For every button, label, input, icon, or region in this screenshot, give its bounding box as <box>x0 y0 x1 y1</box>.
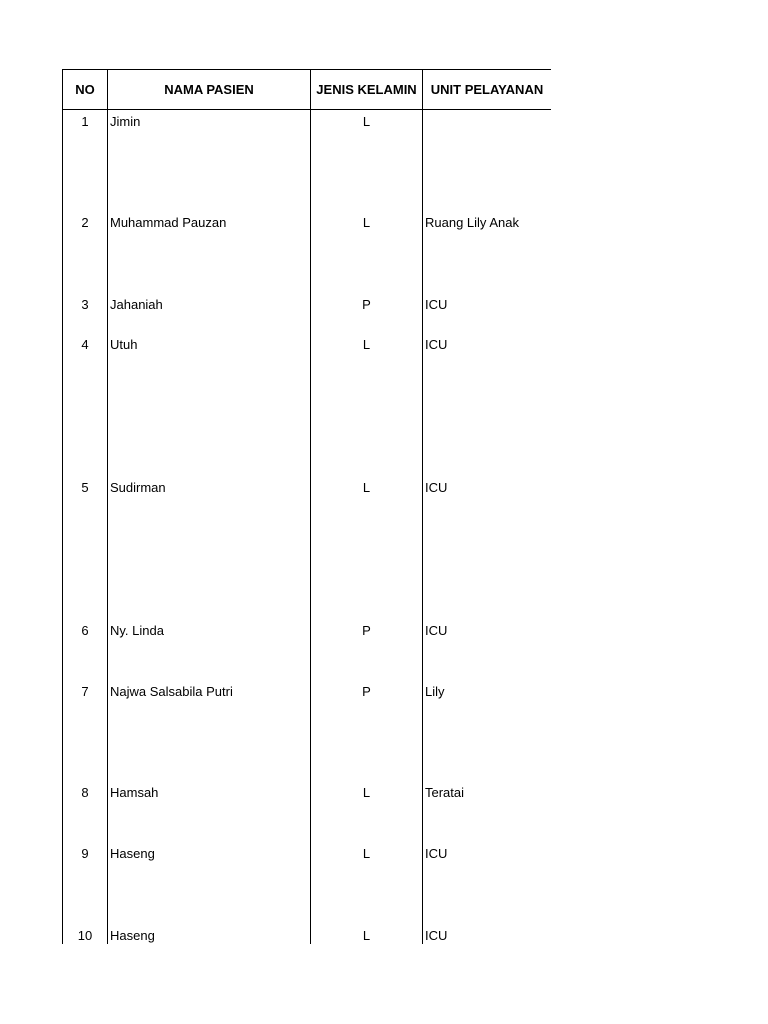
header-no: NO <box>63 70 108 110</box>
cell-unit-pelayanan: ICU <box>423 293 552 333</box>
header-unit-pelayanan: UNIT PELAYANAN <box>423 70 552 110</box>
cell-jenis-kelamin: L <box>311 781 423 842</box>
cell-nama-pasien: Utuh <box>108 333 311 476</box>
table-row <box>63 333 552 476</box>
patient-table <box>62 69 551 944</box>
cell-no: 7 <box>63 680 108 781</box>
table-row <box>63 293 552 333</box>
header-jenis-kelamin: JENIS KELAMIN <box>311 70 423 110</box>
table-body <box>63 110 552 945</box>
cell-no: 3 <box>63 293 108 333</box>
cell-nama-pasien: Hamsah <box>108 781 311 842</box>
cell-unit-pelayanan: Lily <box>423 680 552 781</box>
table-row <box>63 476 552 619</box>
cell-unit-pelayanan <box>423 110 552 211</box>
cell-nama-pasien: Jahaniah <box>108 293 311 333</box>
cell-nama-pasien: Najwa Salsabila Putri <box>108 680 311 781</box>
cell-jenis-kelamin: L <box>311 110 423 211</box>
table-row <box>63 924 552 945</box>
cell-jenis-kelamin: P <box>311 293 423 333</box>
table-row <box>63 680 552 781</box>
cell-no: 5 <box>63 476 108 619</box>
table-row <box>63 781 552 842</box>
cell-jenis-kelamin: L <box>311 924 423 945</box>
cell-no: 10 <box>63 924 108 945</box>
cell-unit-pelayanan: ICU <box>423 619 552 680</box>
cell-unit-pelayanan: ICU <box>423 333 552 476</box>
cell-no: 4 <box>63 333 108 476</box>
cell-nama-pasien: Haseng <box>108 842 311 924</box>
cell-jenis-kelamin: L <box>311 211 423 293</box>
cell-jenis-kelamin: L <box>311 333 423 476</box>
cell-no: 6 <box>63 619 108 680</box>
cell-unit-pelayanan: ICU <box>423 924 552 945</box>
cell-nama-pasien: Muhammad Pauzan <box>108 211 311 293</box>
cell-nama-pasien: Sudirman <box>108 476 311 619</box>
cell-nama-pasien: Jimin <box>108 110 311 211</box>
table-row <box>63 211 552 293</box>
header-nama-pasien: NAMA PASIEN <box>108 70 311 110</box>
cell-unit-pelayanan: Ruang Lily Anak <box>423 211 552 293</box>
cell-no: 1 <box>63 110 108 211</box>
table-row <box>63 619 552 680</box>
cell-no: 8 <box>63 781 108 842</box>
cell-no: 9 <box>63 842 108 924</box>
table-header <box>63 70 552 110</box>
table-row <box>63 842 552 924</box>
cell-unit-pelayanan: Teratai <box>423 781 552 842</box>
cell-jenis-kelamin: P <box>311 680 423 781</box>
cell-nama-pasien: Ny. Linda <box>108 619 311 680</box>
cell-jenis-kelamin: L <box>311 842 423 924</box>
cell-jenis-kelamin: L <box>311 476 423 619</box>
cell-unit-pelayanan: ICU <box>423 476 552 619</box>
table-row <box>63 110 552 211</box>
cell-nama-pasien: Haseng <box>108 924 311 945</box>
patient-table-container <box>62 69 551 944</box>
cell-jenis-kelamin: P <box>311 619 423 680</box>
cell-no: 2 <box>63 211 108 293</box>
cell-unit-pelayanan: ICU <box>423 842 552 924</box>
header-row <box>63 70 552 110</box>
